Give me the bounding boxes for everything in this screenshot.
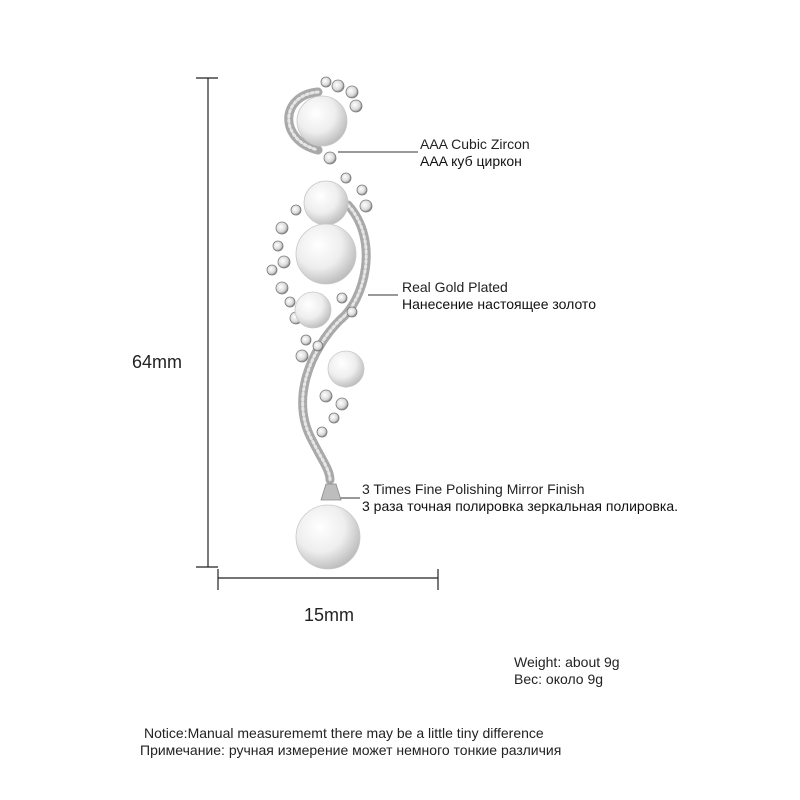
callout-mirror-finish [362, 481, 678, 515]
height-label: 64mm [132, 352, 183, 372]
width-dimension-line [218, 569, 438, 590]
callout-cubic-zircon [420, 136, 530, 170]
notice-en: Notice:Manual measurememt there may be a little tiny difference [144, 725, 544, 741]
callout-en: AAA Cubic Zircon [420, 136, 530, 152]
callout-gold-plated [402, 279, 596, 313]
callout-en: Real Gold Plated [402, 279, 508, 295]
callout-ru: Нанесение настоящее золото [402, 296, 596, 312]
silver-scroll [289, 92, 366, 480]
width-label: 15mm [304, 605, 355, 625]
height-dimension-line [196, 78, 218, 567]
drop-cap [321, 484, 341, 500]
notice-ru: Примечание: ручная измерение может немного тонкие различия [140, 742, 562, 758]
weight-ru: Вес: около 9g [514, 671, 604, 687]
weight-info [514, 654, 620, 688]
drop-pearl [296, 505, 360, 569]
callout-en: 3 Times Fine Polishing Mirror Finish [362, 481, 585, 497]
callout-ru: 3 раза точная полировка зеркальная полировка. [362, 498, 679, 514]
callout-ru: AAA куб циркон [420, 153, 522, 169]
weight-en: Weight: about 9g [514, 654, 620, 670]
